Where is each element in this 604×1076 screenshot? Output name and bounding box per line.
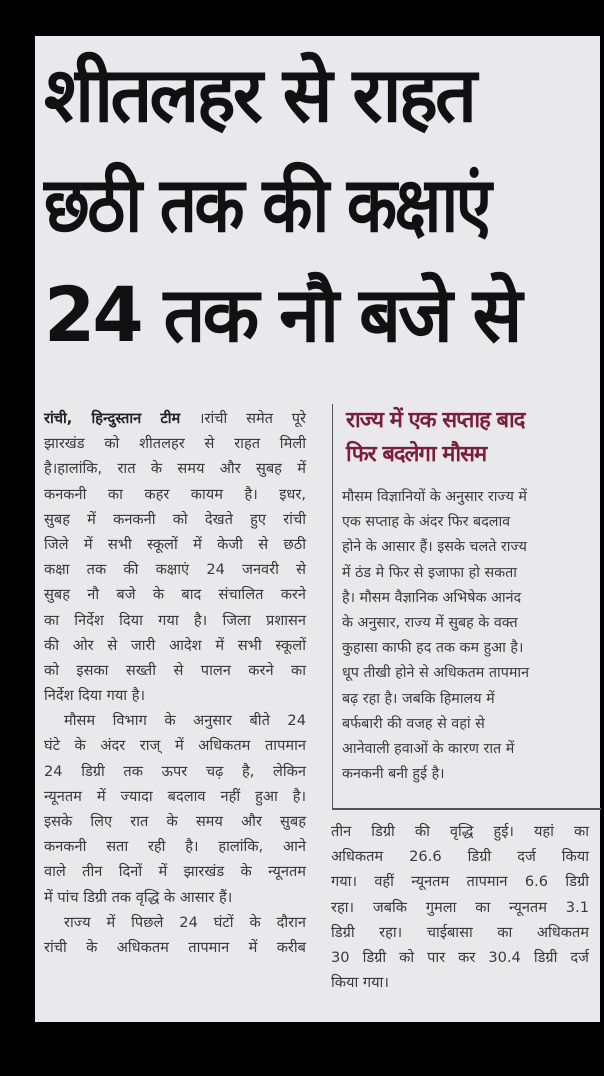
article-line: तीन डिग्री की वृद्धि हुई। यहां का	[331, 823, 589, 840]
article-line: कनकनी सता रही है। हालांकि, आने	[44, 838, 306, 856]
article-line: है।हालांकि, रात के समय और सुबह में	[44, 460, 306, 478]
article-line: में पांच डिग्री तक वृद्धि के आसार हैं।	[44, 888, 233, 906]
article-line: रांची, हिन्दुस्तान टीम ।रांची समेत पूरे	[44, 410, 306, 427]
sidebar-line: में ठंड मे फिर से इजाफा हो सकता	[342, 564, 517, 581]
article-line: मौसम विभाग के अनुसार बीते 24	[64, 712, 306, 730]
sidebar-line: एक सप्ताह के अंदर फिर बदलाव	[342, 514, 511, 531]
article-line: कनकनी का कहर कायम है। इधर,	[44, 485, 306, 503]
article-line: गया। वहीं न्यूनतम तापमान 6.6 डिग्री	[331, 873, 589, 891]
article-line: सुबह में कनकनी को देखते हुए रांची	[44, 510, 306, 528]
article-line: का निर्देश दिया गया है। जिला प्रशासन	[44, 611, 306, 629]
article-line: राज्य में पिछले 24 घंटों के दौरान	[64, 913, 306, 931]
headline-line-2: छठी तक की कक्षाएं	[44, 160, 490, 249]
article-line: निर्देश दिया गया है।	[44, 687, 145, 705]
headline-line-1: शीतलहर से राहत	[44, 50, 475, 139]
article-right-column	[331, 819, 589, 995]
sidebar-body	[342, 485, 584, 787]
sidebar-line: के अनुसार, राज्य में सुबह के वक्त	[342, 614, 518, 631]
article-left-column	[44, 406, 306, 960]
sidebar-line: मौसम विज्ञानियों के अनुसार राज्य में	[342, 489, 527, 505]
byline: रांची, हिन्दुस्तान टीम	[44, 410, 181, 427]
subhead-line: फिर बदलेगा मौसम	[346, 442, 487, 467]
article-line: रांची के अधिकतम तापमान में करीब	[44, 938, 306, 956]
article-line: 24 डिग्री तक ऊपर चढ़ है, लेकिन	[44, 762, 306, 780]
headline	[44, 40, 594, 370]
article-line: सुबह नौ बजे के बाद संचालित करने	[44, 586, 306, 604]
article-line: इसके लिए रात के समय और सुबह	[44, 813, 306, 830]
article-line: घंटे के अंदर राज् में अधिकतम तापमान	[44, 737, 306, 755]
subhead-line: राज्य में एक सप्ताह बाद	[346, 408, 525, 433]
article-line: रहा। जबकि गुमला का न्यूनतम 3.1	[331, 898, 589, 916]
sidebar-line: कनकनी बनी हुई है।	[342, 766, 445, 783]
article-line: किया गया।	[331, 974, 389, 992]
sidebar-line: है। मौसम वैज्ञानिक अभिषेक आनंद	[342, 589, 522, 606]
article-line: कक्षा तक की कक्षाएं 24 जनवरी से	[44, 561, 306, 579]
headline-line-3: 24 तक नौ बजे से	[44, 270, 520, 359]
article-line: अधिकतम 26.6 डिग्री दर्ज किया	[331, 848, 589, 866]
sidebar-line: कुहासा काफी हद तक कम हुआ है।	[342, 640, 524, 657]
article-line: डिग्री रहा। चाईबासा का अधिकतम	[331, 923, 589, 941]
sidebar-line: होने के आसार हैं। इसके चलते राज्य	[342, 539, 527, 556]
article-line: की ओर से जारी आदेश में सभी स्कूलों	[44, 636, 306, 654]
article-line: को इसका सख्ती से पालन करने का	[44, 661, 306, 679]
article-line: 30 डिग्री को पार कर 30.4 डिग्री दर्ज	[331, 948, 589, 966]
sidebar-subhead	[346, 404, 586, 472]
sidebar-line: बढ़ रहा है। जबकि हिमालय में	[342, 690, 495, 707]
article-line: झारखंड को शीतलहर से राहत मिली	[44, 435, 306, 453]
sidebar-line: बर्फबारी की वजह से वहां से	[342, 715, 485, 732]
article-line: जिले में सभी स्कूलों में केजी से छठी	[44, 535, 306, 553]
sidebar-line: आनेवाली हवाओं के कारण रात में	[342, 740, 515, 757]
article-line: न्यूनतम में ज्यादा बदलाव नहीं हुआ है।	[44, 787, 306, 805]
article-line: वाले तीन दिनों में झारखंड के न्यूनतम	[44, 863, 306, 881]
sidebar-line: धूप तीखी होने से अधिकतम तापमान	[342, 665, 530, 682]
